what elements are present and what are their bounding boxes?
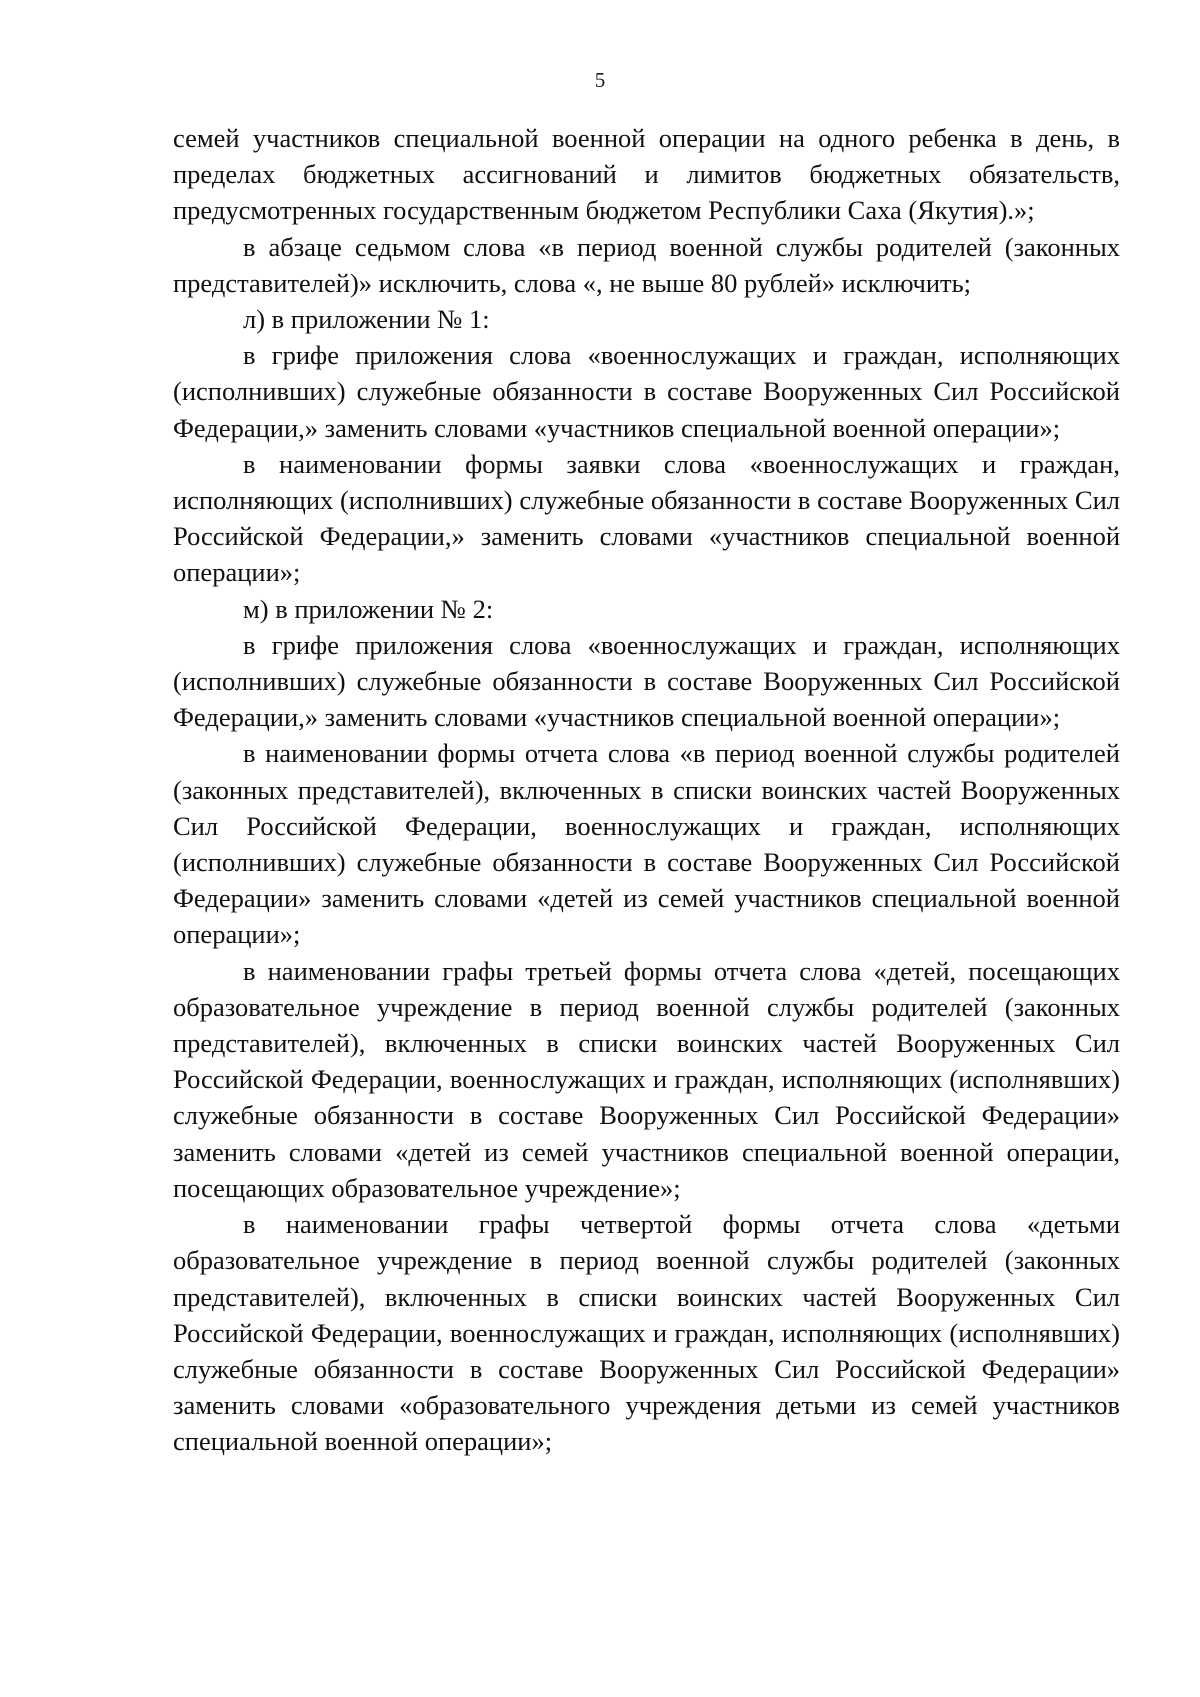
paragraph-item-l: л) в приложении № 1: [243, 304, 490, 335]
paragraph-appendix1-grif: в грифе приложения слова «военнослужащих и граждан, исполняющих (исполнивших) служебные обязанности в составе Вооруженных Сил Российской Федерации,» заменить словами «участников специальной военной операции»; [173, 340, 1120, 443]
paragraph-appendix2-grif: в грифе приложения слова «военнослужащих и граждан, исполняющих (исполнивших) служебные обязанности в составе Вооруженных Сил Российской Федерации,» заменить словами «участников специальной военной операции»; [173, 629, 1120, 733]
paragraph-item-m: м) в приложении № 2: [243, 593, 494, 624]
paragraph-appendix1-form-name: в наименовании формы заявки слова «военнослужащих и граждан, исполняющих (исполнивших) служебные обязанности в составе Вооруженных Сил Российской Федерации,» заменить словами «участников специальной военной операции»; [173, 448, 1120, 588]
paragraph-continuation: семей участников специальной военной операции на одного ребенка в день, в пределах бюджетных ассигнований и лимитов бюджетных обязательств, предусмотренных государственным бюджетом Республики Саха (Якутия).»; [173, 123, 1120, 226]
page-number: 5 [594, 68, 606, 92]
paragraph-column-three: в наименовании графы третьей формы отчета слова «детей, посещающих образовательное учреждение в период военной службы родителей (законных представителей), включенных в списки воинских частей Вооруженных Сил Российской Федерации, военнослужащих и граждан, исполняющих (исполнявших) служебные обязанности в составе Вооруженных Сил Российской Федерации» заменить словами «детей из семей участников специальной военной операции, посещающих образовательное учреждение»; [173, 955, 1120, 1203]
paragraph-seventh-abzac: в абзаце седьмом слова «в период военной службы родителей (законных представителей)» исключить, слова «, не выше 80 рублей» исключить; [173, 231, 1120, 298]
document-body [173, 120, 1120, 1460]
paragraph-column-four: в наименовании графы четвертой формы отчета слова «детьми образовательное учреждение в период военной службы родителей (законных представителей), включенных в списки воинских частей Вооруженных Сил Российской Федерации, военнослужащих и граждан, исполняющих (исполнявших) служебные обязанности в составе Вооруженных Сил Российской Федерации» заменить словами «образовательного учреждения детьми из семей участников специальной военной операции»; [173, 1209, 1120, 1457]
paragraph-appendix2-report-name: в наименовании формы отчета слова «в период военной службы родителей (законных представителей), включенных в списки воинских частей Вооруженных Сил Российской Федерации, военнослужащих и граждан, исполняющих (исполнивших) служебные обязанности в составе Вооруженных Сил Российской Федерации» заменить словами «детей из семей участников специальной военной операции»; [173, 738, 1120, 950]
